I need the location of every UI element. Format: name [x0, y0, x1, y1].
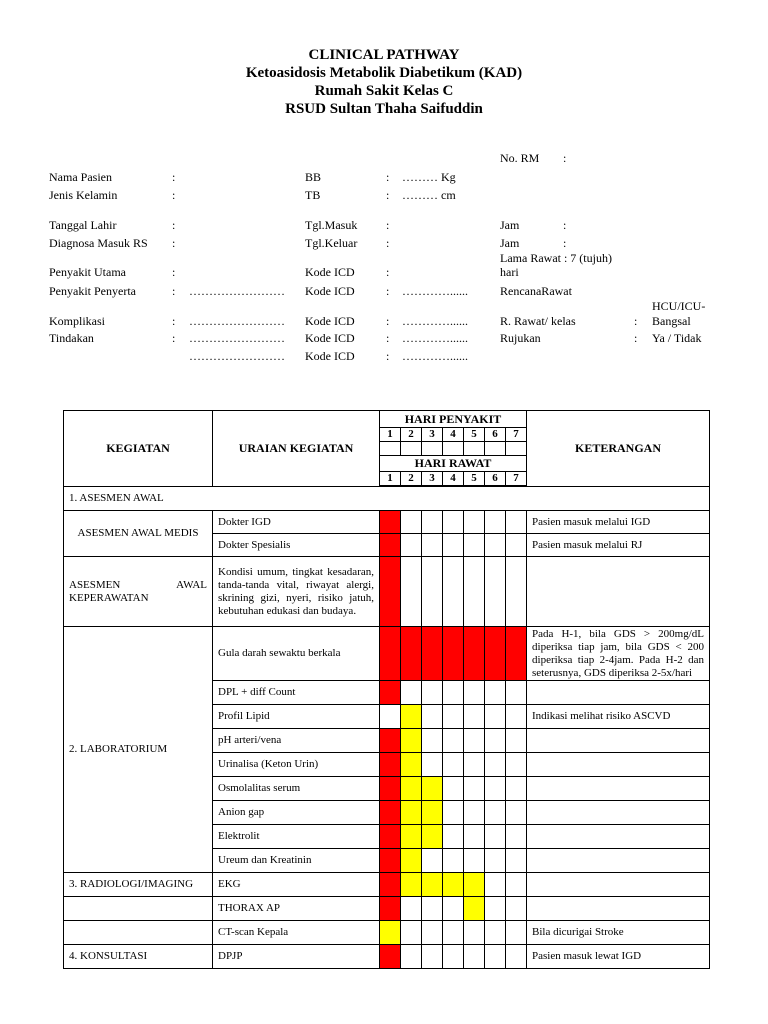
ya-tidak-value: Ya / Tidak: [652, 331, 702, 345]
colon: :: [563, 151, 567, 165]
no-rm-label: No. RM: [500, 151, 540, 165]
kode-icd-label: Kode ICD: [305, 331, 355, 345]
header-hari-penyakit: HARI PENYAKIT: [380, 411, 527, 428]
schedule-cell-yellow: [464, 873, 485, 897]
schedule-cell: [485, 945, 506, 969]
table-row: [64, 873, 710, 897]
schedule-cell: [443, 777, 464, 801]
empty-cell: [527, 897, 710, 921]
tindakan-value-2[interactable]: ……………………: [189, 349, 285, 363]
day-number: 2: [401, 472, 422, 486]
header-keterangan: KETERANGAN: [527, 411, 710, 487]
schedule-cell: [506, 442, 527, 456]
schedule-cell: [464, 777, 485, 801]
day-number: 5: [464, 428, 485, 442]
schedule-cell: [506, 777, 527, 801]
empty-cell: [527, 753, 710, 777]
kode-icd-label: Kode ICD: [305, 265, 355, 279]
schedule-cell-yellow: [464, 897, 485, 921]
schedule-cell-yellow: [401, 873, 422, 897]
keterangan: Pasien masuk lewat IGD: [527, 945, 710, 969]
schedule-cell: [422, 705, 443, 729]
schedule-cell: [443, 534, 464, 557]
schedule-cell: [422, 534, 443, 557]
schedule-cell: [443, 897, 464, 921]
schedule-cell: [464, 945, 485, 969]
schedule-cell: [401, 945, 422, 969]
hcu-icu-label: HCU/ICU-: [652, 299, 706, 313]
schedule-cell: [443, 557, 464, 627]
empty-cell: [527, 729, 710, 753]
day-number: 4: [443, 428, 464, 442]
colon: :: [172, 236, 176, 250]
schedule-cell: [380, 442, 401, 456]
uraian: Osmolalitas serum: [213, 777, 380, 801]
schedule-cell: [506, 849, 527, 873]
colon: :: [386, 314, 390, 328]
schedule-cell-yellow: [401, 825, 422, 849]
uraian: pH arteri/vena: [213, 729, 380, 753]
schedule-cell: [506, 753, 527, 777]
table-row: [64, 627, 710, 681]
uraian: Profil Lipid: [213, 705, 380, 729]
day-number: 3: [422, 428, 443, 442]
schedule-cell: [506, 825, 527, 849]
colon: :: [172, 188, 176, 202]
schedule-cell-red: [485, 627, 506, 681]
uraian: Urinalisa (Keton Urin): [213, 753, 380, 777]
kode-icd-label: Kode ICD: [305, 314, 355, 328]
schedule-cell: [401, 511, 422, 534]
penyakit-penyerta-label: Penyakit Penyerta: [49, 284, 136, 298]
uraian: CT-scan Kepala: [213, 921, 380, 945]
asesmen-awal-keperawatan: [64, 557, 213, 627]
schedule-cell: [485, 873, 506, 897]
schedule-cell: [485, 897, 506, 921]
schedule-cell: [443, 921, 464, 945]
kode-icd-label: Kode ICD: [305, 284, 355, 298]
schedule-cell: [464, 442, 485, 456]
schedule-cell-red: [380, 873, 401, 897]
uraian: Anion gap: [213, 801, 380, 825]
day-number: 6: [485, 472, 506, 486]
table-row: [64, 945, 710, 969]
empty-cell: [527, 801, 710, 825]
asesmen-awal-medis: ASESMEN AWAL MEDIS: [64, 511, 213, 557]
table-row: [64, 557, 710, 627]
schedule-cell: [422, 729, 443, 753]
schedule-cell: [485, 557, 506, 627]
section-laboratorium: 2. LABORATORIUM: [64, 627, 213, 873]
title-line-2: Ketoasidosis Metabolik Diabetikum (KAD): [245, 65, 523, 81]
schedule-cell-red: [380, 945, 401, 969]
empty-cell: [64, 921, 213, 945]
rujukan-label: Rujukan: [500, 331, 541, 345]
schedule-cell-yellow: [401, 753, 422, 777]
schedule-cell: [464, 534, 485, 557]
uraian: Ureum dan Kreatinin: [213, 849, 380, 873]
keterangan: Pada H-1, bila GDS > 200mg/dL diperiksa tiap jam, bila GDS < 200 diperiksa tiap 2-4jam. Pada H-2 dan seterusnya, GDS diperiksa 2-5x/hari: [527, 627, 710, 681]
document-title: [0, 46, 768, 118]
schedule-cell: [443, 753, 464, 777]
keterangan: Bila dicurigai Stroke: [527, 921, 710, 945]
schedule-cell: [422, 945, 443, 969]
schedule-cell: [464, 921, 485, 945]
empty-cell: [527, 557, 710, 627]
schedule-cell-red: [422, 627, 443, 681]
schedule-cell: [422, 753, 443, 777]
clinical-pathway-table: [63, 410, 710, 969]
schedule-cell: [443, 511, 464, 534]
colon: :: [386, 170, 390, 184]
colon: :: [172, 170, 176, 184]
tanggal-lahir-label: Tanggal Lahir: [49, 218, 117, 232]
rencana-rawat-label: RencanaRawat: [500, 284, 572, 298]
day-number: 7: [506, 428, 527, 442]
schedule-cell: [506, 897, 527, 921]
schedule-cell: [443, 801, 464, 825]
jam-label: Jam: [500, 236, 520, 250]
schedule-cell: [464, 557, 485, 627]
schedule-cell: [443, 705, 464, 729]
schedule-cell-yellow: [422, 801, 443, 825]
schedule-cell: [485, 849, 506, 873]
colon: :: [386, 331, 390, 345]
schedule-cell-red: [380, 753, 401, 777]
header-kegiatan: KEGIATAN: [64, 411, 213, 487]
empty-cell: [527, 777, 710, 801]
empty-cell: [527, 849, 710, 873]
colon: :: [172, 331, 176, 345]
schedule-cell: [422, 442, 443, 456]
colon: :: [386, 284, 390, 298]
tb-value[interactable]: ……… cm: [402, 188, 456, 202]
day-number: 6: [485, 428, 506, 442]
schedule-cell: [401, 557, 422, 627]
uraian: Elektrolit: [213, 825, 380, 849]
schedule-cell: [380, 705, 401, 729]
colon: :: [386, 188, 390, 202]
schedule-cell-red: [506, 627, 527, 681]
schedule-cell-yellow: [401, 705, 422, 729]
schedule-cell: [485, 534, 506, 557]
jenis-kelamin-label: Jenis Kelamin: [49, 188, 118, 202]
jam-label: Jam: [500, 218, 520, 232]
tindakan-value[interactable]: ……………………: [189, 331, 285, 345]
schedule-cell-red: [443, 627, 464, 681]
schedule-cell: [464, 849, 485, 873]
schedule-cell: [401, 534, 422, 557]
schedule-cell-yellow: [422, 873, 443, 897]
keterangan: Pasien masuk melalui RJ: [527, 534, 710, 557]
schedule-cell: [401, 442, 422, 456]
colon: :: [634, 331, 638, 345]
komplikasi-value[interactable]: ……………………: [189, 314, 285, 328]
schedule-cell: [422, 557, 443, 627]
bb-value[interactable]: ……… Kg: [402, 170, 456, 184]
schedule-cell: [485, 777, 506, 801]
tb-label: TB: [305, 188, 321, 202]
schedule-cell-red: [464, 627, 485, 681]
colon: :: [386, 236, 390, 250]
tgl-masuk-label: Tgl.Masuk: [305, 218, 358, 232]
schedule-cell: [443, 945, 464, 969]
day-number: 1: [380, 472, 401, 486]
empty-cell: [527, 873, 710, 897]
empty-cell: [64, 897, 213, 921]
schedule-cell-yellow: [401, 849, 422, 873]
schedule-cell-red: [380, 849, 401, 873]
r-rawat-kelas-label: R. Rawat/ kelas: [500, 314, 576, 328]
schedule-cell: [506, 511, 527, 534]
schedule-cell: [485, 921, 506, 945]
asesmen-kep-line-1: ASESMEN AWAL: [69, 578, 207, 591]
asesmen-kep-line-2: KEPERAWATAN: [69, 591, 149, 604]
uraian: Gula darah sewaktu berkala: [213, 627, 380, 681]
schedule-cell: [485, 681, 506, 705]
schedule-cell: [506, 729, 527, 753]
schedule-cell: [485, 825, 506, 849]
colon: :: [172, 314, 176, 328]
table-row: [64, 921, 710, 945]
schedule-cell: [464, 753, 485, 777]
schedule-cell-yellow: [443, 873, 464, 897]
colon: :: [172, 265, 176, 279]
keterangan: Pasien masuk melalui IGD: [527, 511, 710, 534]
uraian: EKG: [213, 873, 380, 897]
diagnosa-masuk-label: Diagnosa Masuk RS: [49, 236, 148, 250]
schedule-cell: [422, 921, 443, 945]
table-row: [64, 511, 710, 534]
schedule-cell: [506, 873, 527, 897]
schedule-cell: [506, 557, 527, 627]
schedule-cell-yellow: [401, 777, 422, 801]
schedule-cell: [485, 729, 506, 753]
uraian: THORAX AP: [213, 897, 380, 921]
nama-pasien-label: Nama Pasien: [49, 170, 112, 184]
uraian: Dokter Spesialis: [213, 534, 380, 557]
tindakan-label: Tindakan: [49, 331, 94, 345]
schedule-cell: [485, 801, 506, 825]
schedule-cell-red: [380, 627, 401, 681]
schedule-cell-red: [401, 627, 422, 681]
day-number: 7: [506, 472, 527, 486]
schedule-cell-red: [380, 534, 401, 557]
schedule-cell: [464, 511, 485, 534]
schedule-cell: [422, 897, 443, 921]
uraian: Kondisi umum, tingkat kesadaran, tanda-tanda vital, riwayat alergi, skrining gizi, nyeri, risiko jatuh, kebutuhan edukasi dan budaya.: [213, 557, 380, 627]
schedule-cell: [485, 511, 506, 534]
day-number: 1: [380, 428, 401, 442]
schedule-cell-yellow: [422, 777, 443, 801]
tgl-keluar-label: Tgl.Keluar: [305, 236, 358, 250]
colon: :: [563, 236, 567, 250]
schedule-cell: [443, 442, 464, 456]
schedule-cell: [443, 825, 464, 849]
schedule-cell-red: [380, 801, 401, 825]
penyakit-penyerta-value[interactable]: ……………………: [189, 284, 285, 298]
schedule-cell-red: [380, 897, 401, 921]
schedule-cell: [464, 801, 485, 825]
schedule-cell-red: [380, 557, 401, 627]
table-row: [64, 897, 710, 921]
uraian: DPL + diff Count: [213, 681, 380, 705]
schedule-cell-yellow: [401, 801, 422, 825]
kode-icd-value[interactable]: …………......: [402, 314, 468, 328]
day-number: 5: [464, 472, 485, 486]
penyakit-utama-label: Penyakit Utama: [49, 265, 126, 279]
header-uraian: URAIAN KEGIATAN: [213, 411, 380, 487]
header-hari-rawat: HARI RAWAT: [380, 456, 527, 472]
keterangan: Indikasi melihat risiko ASCVD: [527, 705, 710, 729]
schedule-cell: [485, 753, 506, 777]
schedule-cell-yellow: [422, 825, 443, 849]
schedule-cell: [401, 681, 422, 705]
schedule-cell: [401, 897, 422, 921]
day-number: 2: [401, 428, 422, 442]
schedule-cell: [506, 681, 527, 705]
lama-rawat-label: Lama Rawat : 7 (tujuh): [500, 251, 612, 265]
schedule-cell: [443, 849, 464, 873]
section-asesmen-awal: 1. ASESMEN AWAL: [64, 487, 710, 511]
schedule-cell: [401, 921, 422, 945]
colon: :: [172, 284, 176, 298]
schedule-cell-red: [380, 825, 401, 849]
schedule-cell-red: [380, 511, 401, 534]
schedule-cell: [443, 681, 464, 705]
kode-icd-label: Kode ICD: [305, 349, 355, 363]
schedule-cell: [464, 705, 485, 729]
schedule-cell-yellow: [401, 729, 422, 753]
schedule-cell: [443, 729, 464, 753]
schedule-cell-red: [380, 729, 401, 753]
schedule-cell: [485, 705, 506, 729]
title-line-3: Rumah Sakit Kelas C: [314, 83, 454, 99]
colon: :: [563, 218, 567, 232]
lama-rawat-unit: hari: [500, 265, 519, 279]
empty-cell: [527, 681, 710, 705]
colon: :: [386, 218, 390, 232]
kode-icd-value[interactable]: …………......: [402, 284, 468, 298]
schedule-cell: [464, 681, 485, 705]
schedule-cell: [506, 801, 527, 825]
section-radiologi: 3. RADIOLOGI/IMAGING: [64, 873, 213, 897]
schedule-cell: [485, 442, 506, 456]
schedule-cell: [422, 849, 443, 873]
schedule-cell: [464, 825, 485, 849]
komplikasi-label: Komplikasi: [49, 314, 105, 328]
schedule-cell: [464, 729, 485, 753]
colon: :: [634, 314, 638, 328]
empty-cell: [527, 825, 710, 849]
schedule-cell: [422, 681, 443, 705]
uraian: DPJP: [213, 945, 380, 969]
schedule-cell: [506, 534, 527, 557]
schedule-cell-yellow: [380, 921, 401, 945]
schedule-cell: [506, 921, 527, 945]
section-konsultasi: 4. KONSULTASI: [64, 945, 213, 969]
schedule-cell: [422, 511, 443, 534]
schedule-cell-red: [380, 777, 401, 801]
uraian: Dokter IGD: [213, 511, 380, 534]
schedule-cell-red: [380, 681, 401, 705]
schedule-cell: [506, 945, 527, 969]
schedule-cell: [506, 705, 527, 729]
day-number: 3: [422, 472, 443, 486]
title-line-1: CLINICAL PATHWAY: [308, 47, 460, 63]
colon: :: [172, 218, 176, 232]
bb-label: BB: [305, 170, 322, 184]
colon: :: [386, 349, 390, 363]
day-number: 4: [443, 472, 464, 486]
colon: :: [386, 265, 390, 279]
kode-icd-value[interactable]: …………......: [402, 349, 468, 363]
bangsal-value: Bangsal: [652, 314, 691, 328]
kode-icd-value[interactable]: …………......: [402, 331, 468, 345]
title-line-4: RSUD Sultan Thaha Saifuddin: [285, 101, 483, 117]
